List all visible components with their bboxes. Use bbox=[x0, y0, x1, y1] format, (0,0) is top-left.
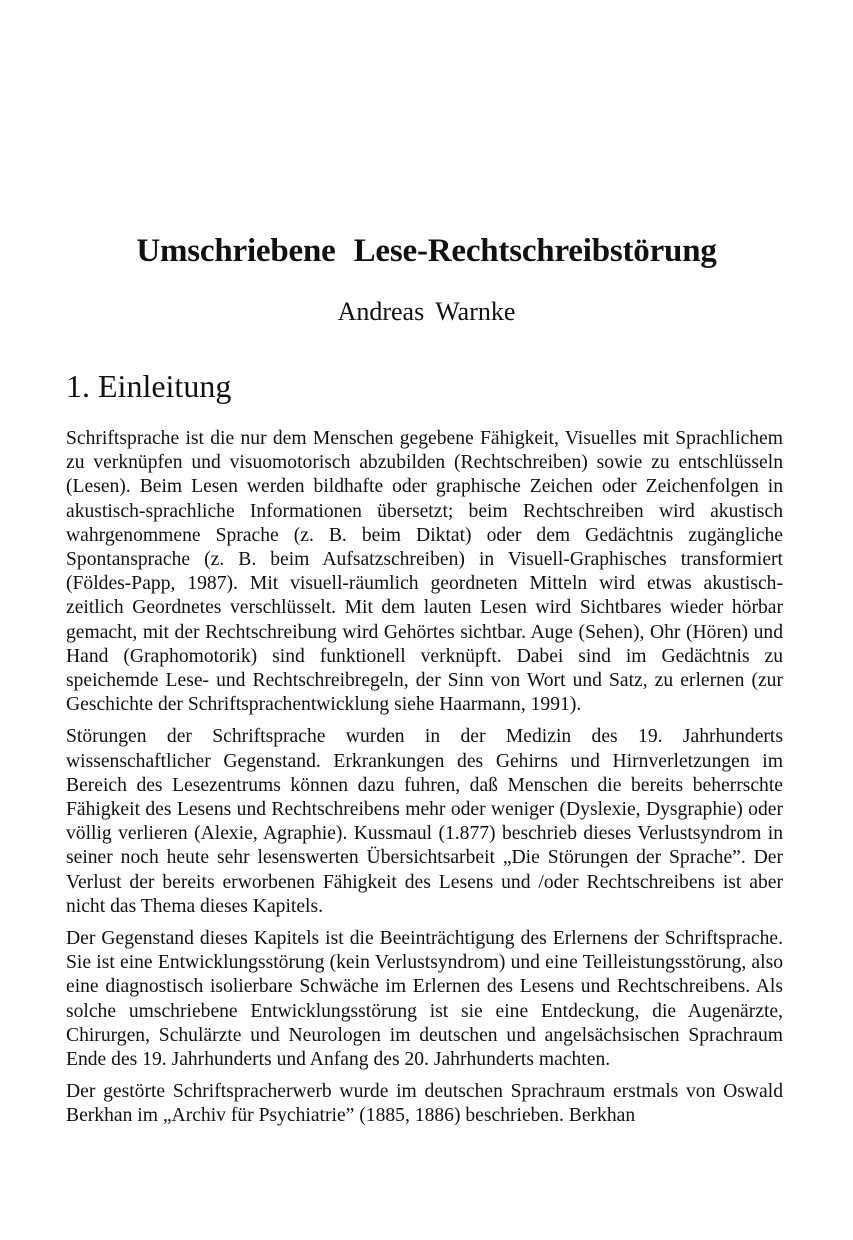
author-name: Andreas Warnke bbox=[337, 297, 516, 326]
section-heading: 1. Einleitung bbox=[66, 368, 232, 404]
paragraph-1: Schriftsprache ist die nur dem Menschen gegebene Fähigkeit, Visuelles mit Sprachlichem zu verknüpfen und visuomotorisch abzubilden (Rechtschreiben) sowie zu entschlüsseln (Lesen). Beim Lesen werden bildhafte oder graphische Zeichen oder Zeichenfolgen in akustisch-sprachliche Informationen übersetzt; beim Rechtschreiben wird akustisch wahrgenommene Sprache (z. B. beim Diktat) oder dem Gedächtnis zugängliche Spontansprache (z. B. beim Aufsatzschreiben) in Visuell-Graphisches transformiert (Földes-Papp, 1987). Mit visuell-räumlich geordneten Mitteln wird etwas akustisch-zeitlich Geordnetes verschlüsselt. Mit dem lauten Lesen wird Sichtbares wieder hörbar gemacht, mit der Rechtschreibung wird Gehörtes sichtbar. Auge (Sehen), Ohr (Hören) und Hand (Graphomotorik) sind funktionell verknüpft. Dabei sind im Gedächtnis zu speichemde Lese- und Rechtschreibregeln, der Sinn von Wort und Satz, zu erlernen (zur Geschichte der Schriftsprachentwicklung siehe Haarmann, 1991). bbox=[66, 428, 783, 716]
paragraph-2: Störungen der Schriftsprache wurden in der Medizin des 19. Jahrhunderts wissenschaftlicher Gegenstand. Erkrankungen des Gehirns und Hirnverletzungen im Bereich des Lesezentrums können dazu fuhren, daß Menschen die bereits beherrschte Fähigkeit des Lesens und Rechtschreibens mehr oder weniger (Dyslexie, Dysgraphie) oder völlig verlieren (Alexie, Agraphie). Kussmaul (1.877) beschrieb dieses Verlustsyndrom in seiner noch heute sehr lesenswerten Übersichtsarbeit „Die Störungen der Sprache”. Der Verlust der bereits erworbenen Fähigkeit des Lesens und /oder Rechtschreibens ist aber nicht das Thema dieses Kapitels. bbox=[66, 726, 783, 917]
body-text bbox=[66, 427, 783, 1137]
paragraph-4: Der gestörte Schriftspracherwerb wurde im deutschen Sprachraum erstmals von Oswald Berkhan im „Archiv für Psychiatrie” (1885, 1886) beschrieben. Berkhan bbox=[66, 1081, 783, 1127]
paragraph-3: Der Gegenstand dieses Kapitels ist die Beeinträchtigung des Erlernens der Schriftsprache. Sie ist eine Entwicklungsstörung (kein Verlustsyndrom) und eine Teilleistungsstörung, also eine diagnostisch isolierbare Schwäche im Erlernen des Lesens und Rechtschreibens. Als solche umschriebene Entwicklungsstörung ist sie eine Entdeckung, die Augenärzte, Chirurgen, Schulärzte und Neurologen im deutschen und angelsächsischen Sprachraum Ende des 19. Jahrhunderts und Anfang des 20. Jahrhunderts machten. bbox=[66, 928, 783, 1071]
page-title: Umschriebene Lese-Rechtschreibstörung bbox=[136, 233, 717, 269]
